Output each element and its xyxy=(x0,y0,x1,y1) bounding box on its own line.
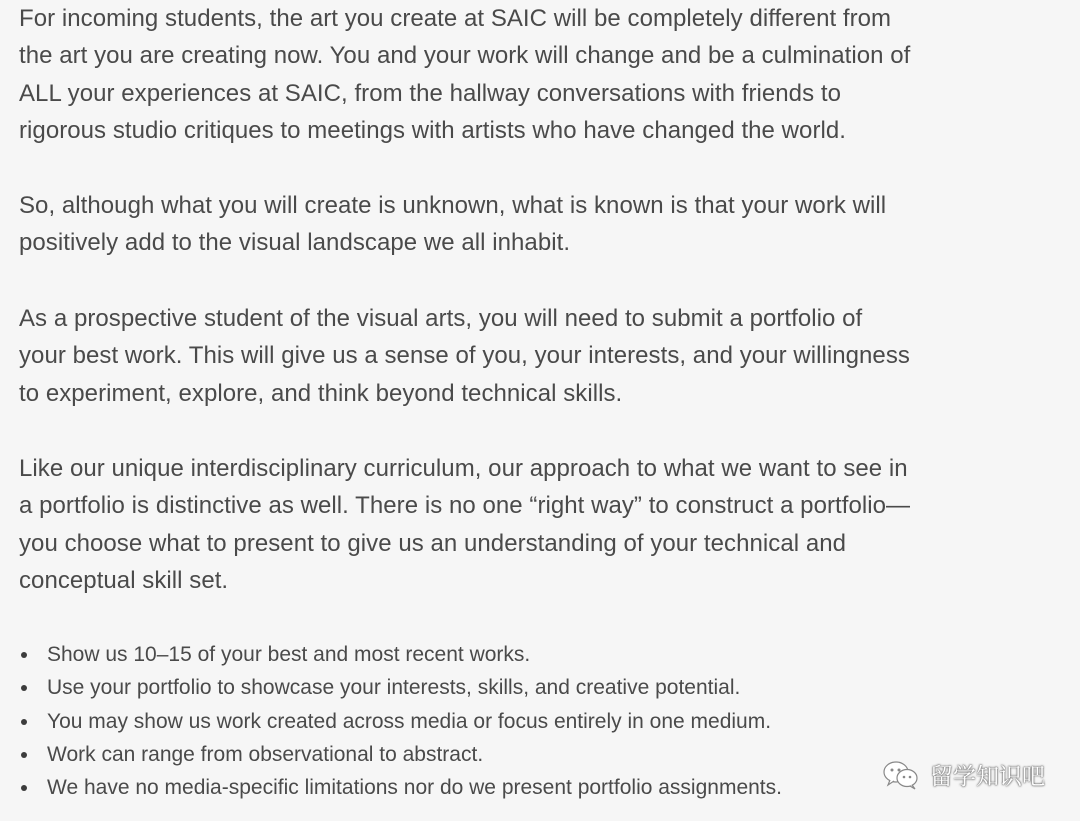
paragraph-line: your best work. This will give us a sense of you, your interests, and your willingness xyxy=(19,342,910,370)
paragraph-line: rigorous studio critiques to meetings with artists who have changed the world. xyxy=(19,116,846,144)
list-item-text: Use your portfolio to showcase your interests, skills, and creative potential. xyxy=(47,676,741,700)
list-item xyxy=(19,671,782,704)
list-item-text: You may show us work created across media or focus entirely in one medium. xyxy=(47,709,772,733)
list-item-text: We have no media-specific limitations nor do we present portfolio assignments. xyxy=(47,776,782,800)
paragraph-line: conceptual skill set. xyxy=(19,566,229,594)
paragraph-line: ALL your experiences at SAIC, from the hallway conversations with friends to xyxy=(19,79,841,107)
paragraph-line: So, although what you will create is unknown, what is known is that your work will xyxy=(19,192,887,219)
list-item xyxy=(19,738,782,771)
paragraph-line: As a prospective student of the visual arts, you will need to submit a portfolio of xyxy=(19,305,863,332)
bullet-icon xyxy=(21,752,27,758)
bullet-icon xyxy=(21,785,27,791)
wechat-icon xyxy=(882,759,920,791)
list-item xyxy=(19,705,782,738)
watermark xyxy=(882,758,1045,791)
list-item-text: Work can range from observational to abstract. xyxy=(47,742,484,766)
paragraph-line: the art you are creating now. You and your work will change and be a culmination of xyxy=(19,42,911,70)
paragraph-line: For incoming students, the art you create at SAIC will be completely different from xyxy=(19,5,892,32)
paragraph-incoming-students xyxy=(19,0,910,149)
bullet-icon xyxy=(21,652,27,658)
list-item xyxy=(19,638,782,671)
paragraph-line: Like our unique interdisciplinary curriculum, our approach to what we want to see in xyxy=(19,455,908,482)
paragraph-line: a portfolio is distinctive as well. There is no one “right way” to construct a portfolio— xyxy=(19,492,911,520)
paragraph-unknown-work xyxy=(19,187,886,262)
paragraph-prospective-student xyxy=(19,300,910,412)
list-item-text: Show us 10–15 of your best and most recent works. xyxy=(47,643,531,666)
bullet-icon xyxy=(21,685,27,691)
paragraph-line: you choose what to present to give us an understanding of your technical and xyxy=(19,529,847,557)
bullet-icon xyxy=(21,719,27,725)
list-item xyxy=(19,771,782,804)
paragraph-line: positively add to the visual landscape we all inhabit. xyxy=(19,229,571,257)
portfolio-guidelines-list xyxy=(19,638,782,804)
paragraph-line: to experiment, explore, and think beyond technical skills. xyxy=(19,379,623,407)
watermark-text: 留学知识吧 xyxy=(930,764,1045,790)
paragraph-curriculum-approach xyxy=(19,450,910,599)
